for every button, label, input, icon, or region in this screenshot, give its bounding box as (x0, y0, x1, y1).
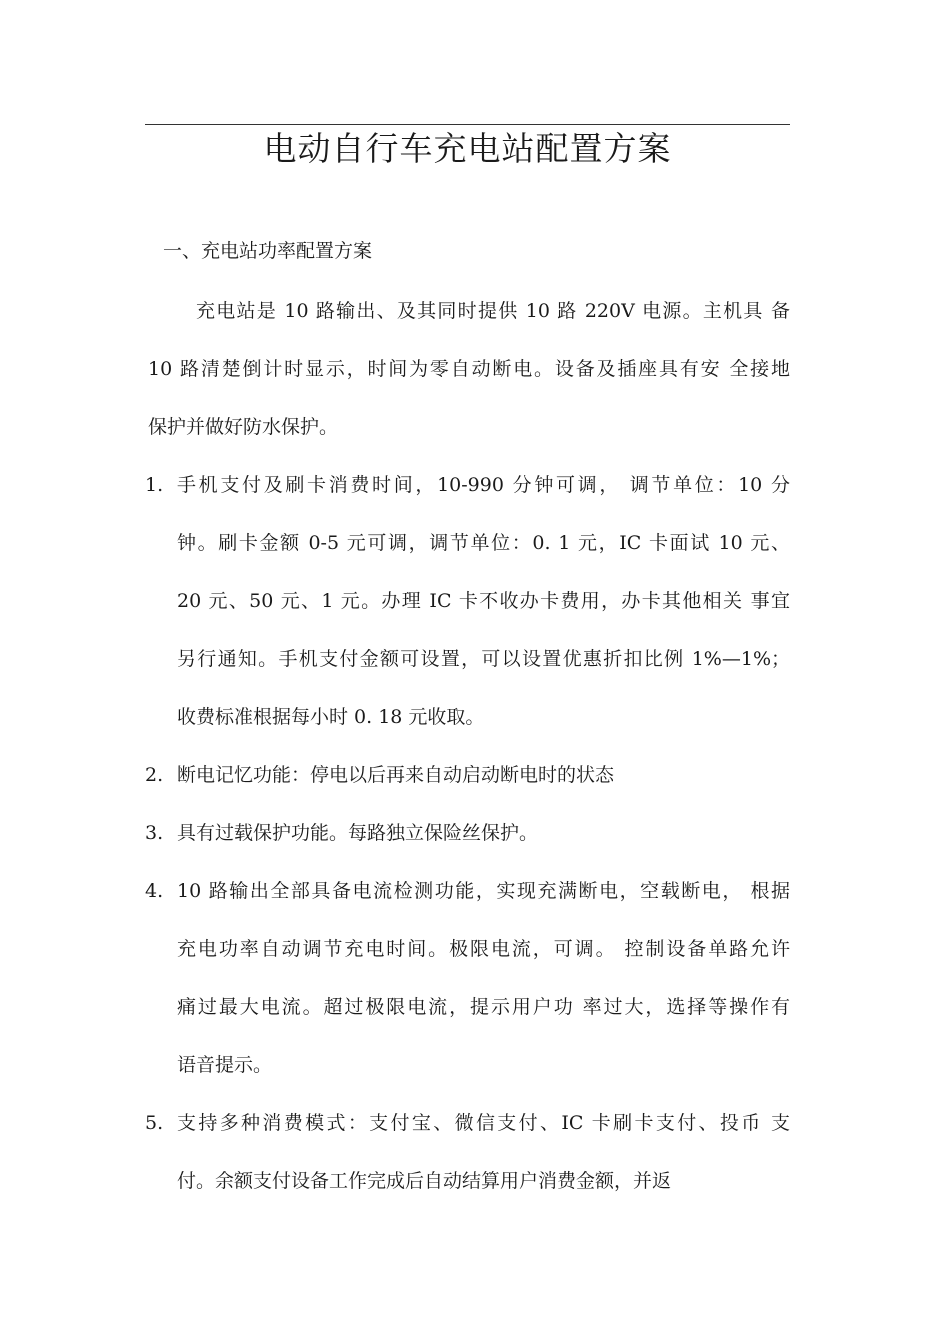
list-item (145, 753, 790, 811)
intro-line: 10 路清楚倒计时显示，时间为零自动断电。设备及插座具有安 全接地 (148, 358, 790, 380)
header-rule (145, 124, 790, 125)
feature-list (145, 463, 790, 1217)
list-item-body (177, 463, 790, 753)
intro-line: 保护并做好防水保护。 (148, 416, 339, 438)
list-item-line: 20 元、50 元、1 元。办理 IC 卡不收办卡费用，办卡其他相关 事宜 (177, 590, 790, 612)
list-item-body (177, 1101, 790, 1217)
list-item-line: 断电记忆功能：停电以后再来自动启动断电时的状态 (177, 764, 615, 786)
list-item-line: 收费标准根据每小时 0. 18 元收取。 (177, 706, 485, 728)
intro-paragraph (148, 289, 790, 463)
list-item-line: 钟。刷卡金额 0-5 元可调，调节单位：0. 1 元，IC 卡面试 10 元、 (177, 532, 790, 554)
list-item-line: 另行通知。手机支付金额可设置，可以设置优惠折扣比例 1%—1%； (177, 648, 790, 670)
list-item-line: 付。余额支付设备工作完成后自动结算用户消费金额，并返 (177, 1170, 672, 1192)
list-item-number: 4. (145, 880, 164, 902)
list-item-number: 2. (145, 764, 164, 786)
list-item-body (177, 753, 790, 811)
list-item-body (177, 869, 790, 1101)
list-item-number: 1. (145, 474, 164, 496)
list-item-number: 5. (145, 1112, 164, 1134)
section-heading: 一、充电站功率配置方案 (163, 240, 373, 262)
list-item (145, 463, 790, 753)
list-item (145, 869, 790, 1101)
list-item-line: 充电功率自动调节充电时间。极限电流，可调。 控制设备单路允许 (177, 938, 790, 960)
list-item-line: 10 路输出全部具备电流检测功能，实现充满断电，空载断电， 根据 (177, 880, 790, 902)
list-item-line: 痛过最大电流。超过极限电流，提示用户功 率过大，选择等操作有 (177, 996, 790, 1018)
list-item-body (177, 811, 790, 869)
intro-line: 充电站是 10 路输出、及其同时提供 10 路 220V 电源。主机具 备 (196, 300, 790, 322)
document-title: 电动自行车充电站配置方案 (263, 129, 672, 168)
list-item (145, 811, 790, 869)
list-item-line: 手机支付及刷卡消费时间，10-990 分钟可调， 调节单位：10 分 (177, 474, 790, 496)
list-item-number: 3. (145, 822, 164, 844)
list-item (145, 1101, 790, 1217)
list-item-line: 语音提示。 (177, 1054, 273, 1076)
list-item-line: 支持多种消费模式：支付宝、微信支付、IC 卡刷卡支付、投币 支 (177, 1112, 790, 1134)
list-item-line: 具有过载保护功能。每路独立保险丝保护。 (177, 822, 539, 844)
